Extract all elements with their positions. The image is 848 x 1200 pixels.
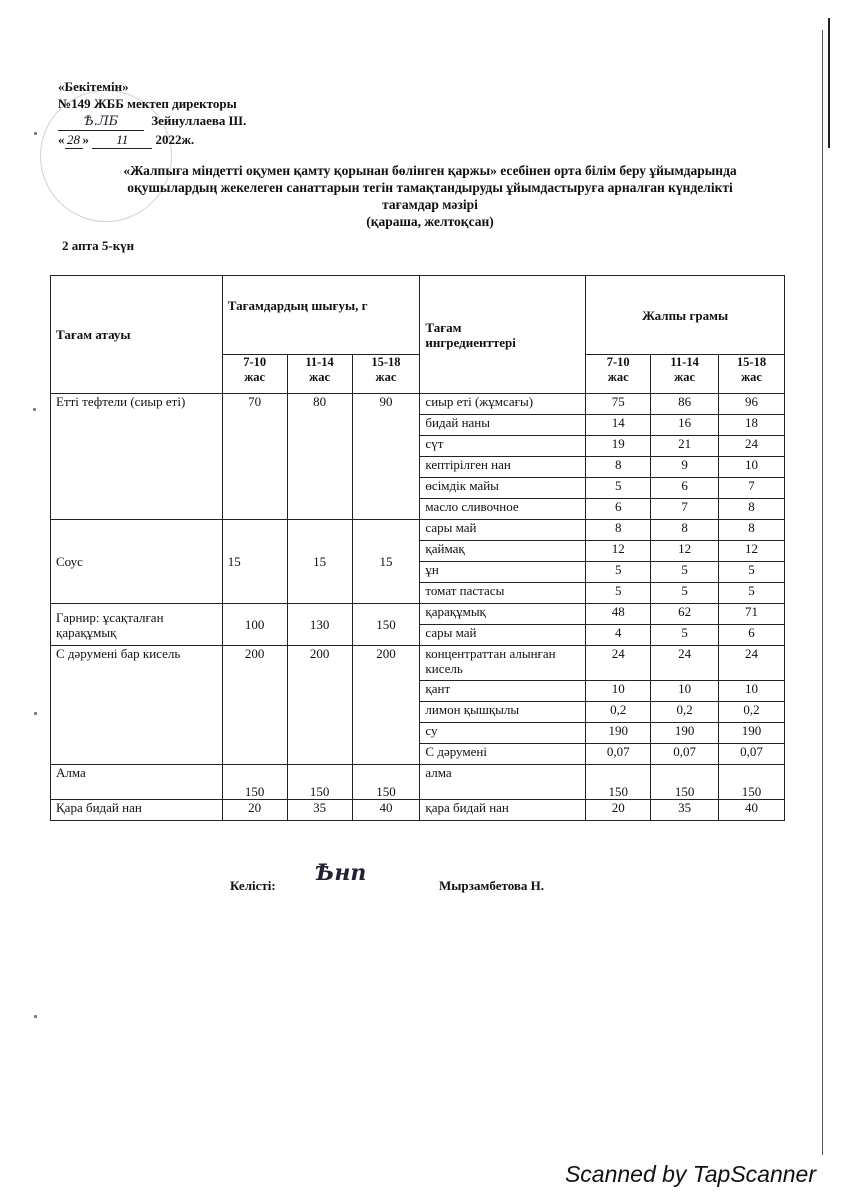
ingredient-grams: 62 [651, 604, 719, 625]
age-unit: жас [607, 370, 629, 384]
table-row [51, 604, 785, 625]
dish-output: 80 [287, 394, 352, 520]
header-ingredients [420, 276, 586, 394]
scan-speck [33, 408, 36, 411]
date-day: 28 [65, 131, 83, 149]
ingredient-grams: 19 [586, 436, 651, 457]
header-total: Жалпы грамы [586, 276, 785, 355]
dish-output: 70 [222, 394, 287, 520]
ingredient-grams: 150 [719, 765, 785, 800]
age-unit: жас [244, 370, 266, 384]
age-unit: жас [674, 370, 696, 384]
week-day-label: 2 апта 5-күн [62, 238, 135, 253]
ingredient-grams: 20 [586, 800, 651, 821]
agreement-label: Келісті: [230, 878, 276, 893]
ingredient-grams: 24 [651, 646, 719, 681]
ingredient-grams: 24 [719, 436, 785, 457]
ingredient-grams: 40 [719, 800, 785, 821]
header-ingredients-l2: ингредиенттері [425, 334, 516, 350]
table-row [51, 646, 785, 681]
ingredient-grams: 24 [586, 646, 651, 681]
ingredient-grams: 96 [719, 394, 785, 415]
ingredient-grams: 8 [586, 457, 651, 478]
ingredient-name: лимон қышқылы [420, 702, 586, 723]
ingredient-grams: 35 [651, 800, 719, 821]
dish-output: 200 [222, 646, 287, 765]
ingredient-grams: 10 [651, 681, 719, 702]
dish-output: 40 [352, 800, 420, 821]
ingredient-grams: 0,2 [651, 702, 719, 723]
agreement-signature: Ѣнп [315, 860, 367, 886]
ingredient-grams: 7 [719, 478, 785, 499]
ingredient-name: су [420, 723, 586, 744]
title-line3: тағамдар мәзірі [382, 197, 478, 212]
ingredient-grams: 12 [651, 541, 719, 562]
table-row [51, 394, 785, 415]
ingredient-grams: 5 [586, 478, 651, 499]
age-label: 15-18 [371, 355, 401, 369]
ingredient-grams: 5 [719, 583, 785, 604]
ingredient-name: сары май [420, 625, 586, 646]
ingredient-grams: 4 [586, 625, 651, 646]
ingredient-grams: 8 [651, 520, 719, 541]
dish-output: 150 [352, 765, 420, 800]
header-ingredients-l1: Тағам [425, 319, 462, 335]
header-total-age-11-14 [651, 355, 719, 394]
dish-output: 200 [352, 646, 420, 765]
dish-output: 15 [222, 520, 287, 604]
ingredient-grams: 12 [586, 541, 651, 562]
ingredient-grams: 9 [651, 457, 719, 478]
ingredient-grams: 6 [586, 499, 651, 520]
approval-date [58, 131, 246, 149]
ingredient-grams: 14 [586, 415, 651, 436]
ingredient-grams: 5 [719, 562, 785, 583]
dish-output: 150 [352, 604, 420, 646]
menu-table [50, 275, 785, 821]
ingredient-name: томат пастасы [420, 583, 586, 604]
ingredient-grams: 6 [719, 625, 785, 646]
header-total-age-7-10 [586, 355, 651, 394]
ingredient-grams: 86 [651, 394, 719, 415]
dish-output: 90 [352, 394, 420, 520]
ingredient-grams: 5 [651, 625, 719, 646]
approval-block [58, 78, 246, 149]
age-unit: жас [741, 370, 762, 384]
ingredient-grams: 8 [719, 499, 785, 520]
ingredient-name: бидай наны [420, 415, 586, 436]
ingredient-grams: 75 [586, 394, 651, 415]
ingredient-grams: 24 [719, 646, 785, 681]
ingredient-grams: 10 [586, 681, 651, 702]
ingredient-grams: 5 [651, 562, 719, 583]
age-unit: жас [309, 370, 331, 384]
ingredient-grams: 6 [651, 478, 719, 499]
ingredient-grams: 10 [719, 681, 785, 702]
ingredient-grams: 0,2 [719, 702, 785, 723]
dish-output: 150 [222, 765, 287, 800]
title-line2: оқушылардың жекелеген санаттарын тегін тамақтандыруды ұйымдастыруға арналған күнделікті [127, 180, 733, 195]
ingredient-name: С дәрумені [420, 744, 586, 765]
table-row [51, 765, 785, 800]
title-line1: «Жалпыға міндетті оқумен қамту қорынан бөлінген қаржы» есебінен орта білім беру ұйымдарында [123, 163, 737, 178]
ingredient-grams: 190 [651, 723, 719, 744]
age-label: 11-14 [305, 355, 334, 369]
dish-output: 35 [287, 800, 352, 821]
ingredient-grams: 150 [586, 765, 651, 800]
dish-output: 15 [287, 520, 352, 604]
approval-line1: «Бекітемін» [58, 79, 129, 94]
date-year: 2022ж. [155, 132, 195, 147]
ingredient-grams: 190 [586, 723, 651, 744]
ingredient-grams: 5 [651, 583, 719, 604]
ingredient-grams: 21 [651, 436, 719, 457]
ingredient-grams: 71 [719, 604, 785, 625]
scan-edge-right-top [828, 18, 830, 148]
ingredient-name: қант [420, 681, 586, 702]
ingredient-name: қарақұмық [420, 604, 586, 625]
scan-speck [34, 132, 37, 135]
ingredient-grams: 5 [586, 583, 651, 604]
ingredient-name: қара бидай нан [420, 800, 586, 821]
header-age-11-14 [287, 355, 352, 394]
table-row [51, 520, 785, 541]
dish-output: 20 [222, 800, 287, 821]
dish-name: Алма [51, 765, 223, 800]
header-output: Тағамдардың шығуы, г [222, 276, 420, 355]
ingredient-name: қаймақ [420, 541, 586, 562]
dish-name: С дәрумені бар кисель [51, 646, 223, 765]
ingredient-name: сиыр еті (жұмсағы) [420, 394, 586, 415]
age-label: 11-14 [670, 355, 699, 369]
scanner-watermark: Scanned by TapScanner [564, 1161, 816, 1187]
ingredient-grams: 0,07 [719, 744, 785, 765]
age-label: 7-10 [606, 355, 630, 369]
header-total-age-15-18 [719, 355, 785, 394]
ingredient-name: кептірілген нан [420, 457, 586, 478]
ingredient-grams: 48 [586, 604, 651, 625]
ingredient-grams: 7 [651, 499, 719, 520]
ingredient-grams: 10 [719, 457, 785, 478]
date-month: 11 [92, 131, 152, 149]
dish-name: Гарнир: ұсақталған қарақұмық [51, 604, 223, 646]
ingredient-grams: 0,07 [586, 744, 651, 765]
approval-signature-line [58, 112, 246, 131]
ingredient-name: сүт [420, 436, 586, 457]
dish-output: 15 [352, 520, 420, 604]
ingredient-grams: 190 [719, 723, 785, 744]
dish-output: 200 [287, 646, 352, 765]
header-age-15-18 [352, 355, 420, 394]
document-title [50, 162, 810, 230]
ingredient-name: алма [420, 765, 586, 800]
ingredient-grams: 8 [719, 520, 785, 541]
scan-speck [34, 1015, 37, 1018]
ingredient-grams: 5 [586, 562, 651, 583]
header-dish-name: Тағам атауы [51, 276, 223, 394]
scan-edge-right [822, 30, 823, 1155]
dish-output: 130 [287, 604, 352, 646]
dish-output: 150 [287, 765, 352, 800]
approval-line2: №149 ЖББ мектеп директоры [58, 96, 237, 111]
ingredient-grams: 0,07 [651, 744, 719, 765]
ingredient-name: масло сливочное [420, 499, 586, 520]
header-age-7-10 [222, 355, 287, 394]
scan-speck [34, 712, 37, 715]
director-name: Зейнуллаева Ш. [151, 113, 247, 128]
ingredient-name: ұн [420, 562, 586, 583]
ingredient-grams: 12 [719, 541, 785, 562]
director-signature: Ѣ.ЛБ [58, 113, 144, 131]
age-label: 7-10 [243, 355, 267, 369]
ingredient-grams: 16 [651, 415, 719, 436]
table-row [51, 800, 785, 821]
dish-name: Қара бидай нан [51, 800, 223, 821]
dish-output: 100 [222, 604, 287, 646]
date-close-quote: » [82, 132, 89, 147]
ingredient-grams: 8 [586, 520, 651, 541]
agreement-name: Мырзамбетова Н. [439, 878, 545, 893]
ingredient-grams: 18 [719, 415, 785, 436]
age-unit: жас [375, 370, 397, 384]
dish-name: Соус [51, 520, 223, 604]
title-line4: (қараша, желтоқсан) [366, 214, 494, 229]
ingredient-grams: 150 [651, 765, 719, 800]
ingredient-name: концентраттан алынған кисель [420, 646, 586, 681]
ingredient-name: сары май [420, 520, 586, 541]
dish-name: Етті тефтели (сиыр еті) [51, 394, 223, 520]
age-label: 15-18 [736, 355, 767, 369]
ingredient-grams: 0,2 [586, 702, 651, 723]
date-open-quote: « [58, 132, 65, 147]
ingredient-name: өсімдік майы [420, 478, 586, 499]
